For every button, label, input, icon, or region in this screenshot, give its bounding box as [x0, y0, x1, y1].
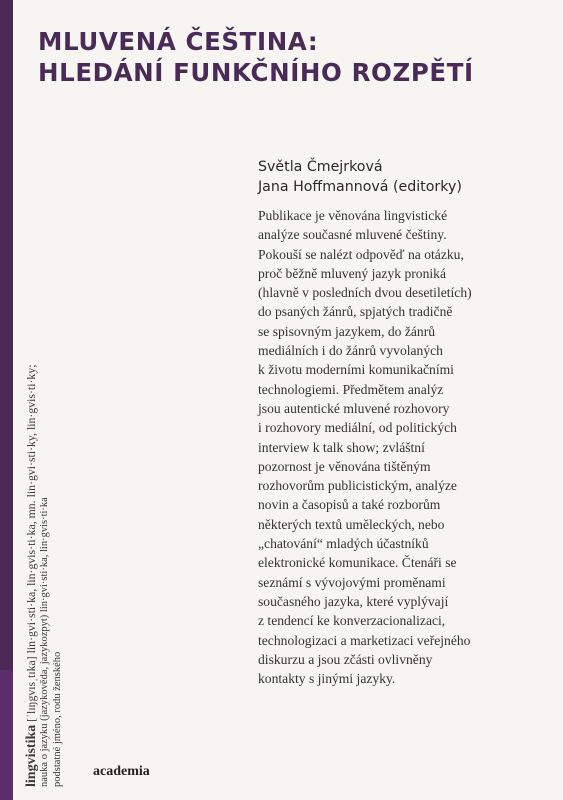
blurb-line: „chatování“ mladých účastníků [258, 536, 429, 552]
blurb-line: pozornost je věnována tištěným [258, 458, 431, 474]
title-line-2: HLEDÁNÍ FUNKČNÍHO ROZPĚTÍ [38, 58, 474, 87]
blurb-line: do psaných žánrů, spjatých tradičně [258, 304, 453, 320]
blurb-line: diskurzu a jsou zčásti ovlivněny [258, 651, 433, 667]
dictionary-entry-line-3: podstatné jméno, rodu ženského [52, 651, 63, 787]
blurb-line: rozhovorům publicistickým, analýze [258, 478, 457, 494]
blurb-line: mediálních i do žánrů vyvolaných [258, 343, 443, 359]
dictionary-entry-line-2: nauka o jazyku (jazykověda, jazykozpyt) lin·gvi·sti·ka, lin·gvis·ti·ka [39, 497, 50, 787]
dictionary-pronunciation: [ˈlɪŋgvɪsˌtɪka] [24, 653, 38, 725]
blurb-line: kontakty s jinými jazyky. [258, 671, 396, 687]
dictionary-entry [25, 365, 64, 788]
spine-color-bar-bottom [0, 670, 13, 800]
blurb-text [258, 206, 554, 688]
blurb-line: proč běžně mluvený jazyk proniká [258, 265, 446, 281]
authors [258, 158, 462, 197]
spine-color-bar [0, 0, 13, 800]
author-line-2: Jana Hoffmannová (editorky) [258, 178, 462, 195]
blurb-line: z tendencí ke konverzacionalizaci, [258, 613, 446, 629]
author-line-1: Světla Čmejrková [258, 159, 383, 175]
book-title [38, 26, 474, 88]
publisher-name: academia [93, 764, 150, 779]
blurb-line: k životu moderními komunikačními [258, 362, 454, 378]
blurb-line: Pokouší se nalézt odpověď na otázku, [258, 246, 464, 262]
blurb-line: analýze současné mluvené češtiny. [258, 227, 447, 243]
dictionary-forms: lin·gvi·sti·ka, lin·gvis·ti·ka, mn. lin·gvi·sti·ky, lin·gvis·ti·ky; [24, 364, 38, 654]
dictionary-headword: lingvistika [24, 724, 39, 787]
blurb-line: technologizaci a marketizaci veřejného [258, 632, 471, 648]
blurb-line: interview k talk show; zvláštní [258, 439, 425, 455]
blurb-line: novin a časopisů a také rozborům [258, 497, 441, 513]
blurb-line: technologiemi. Předmětem analýz [258, 381, 444, 397]
blurb-line: (hlavně v posledních dvou desetiletích) [258, 285, 472, 301]
blurb-line: seznámí s vývojovými proměnami [258, 574, 446, 590]
title-line-1: MLUVENÁ ČEŠTINA: [38, 27, 319, 56]
blurb-line: současného jazyka, které vyplývají [258, 593, 449, 609]
blurb-line: se spisovným jazykem, do žánrů [258, 323, 436, 339]
dictionary-entry-line-1 [25, 365, 38, 788]
blurb-line: jsou autentické mluvené rozhovory [258, 400, 450, 416]
blurb-line: Publikace je věnována lingvistické [258, 208, 448, 223]
blurb-line: některých textů uměleckých, nebo [258, 516, 445, 532]
blurb-line: i rozhovory mediální, od politických [258, 420, 457, 436]
blurb-line: elektronické komunikace. Čtenáři se [258, 555, 457, 571]
